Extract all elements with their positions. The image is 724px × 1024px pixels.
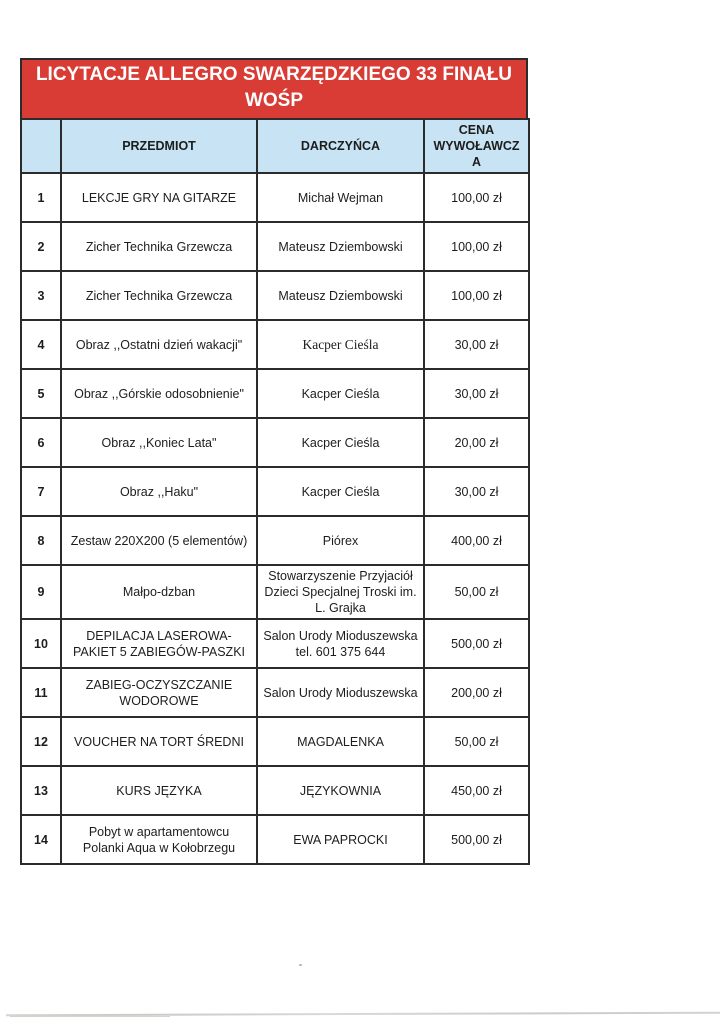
table-row <box>21 369 529 418</box>
table-row <box>21 222 529 271</box>
item-cell: Obraz ,,Koniec Lata" <box>61 418 257 467</box>
item-cell: Małpo-dzban <box>61 565 257 619</box>
price-cell: 20,00 zł <box>424 418 529 467</box>
row-number-cell: 14 <box>21 815 61 864</box>
item-cell: VOUCHER NA TORT ŚREDNI <box>61 717 257 766</box>
col-header-number <box>21 119 61 173</box>
item-cell: Pobyt w apartamentowcu Polanki Aqua w Kołobrzegu <box>61 815 257 864</box>
item-cell: DEPILACJA LASEROWA-PAKIET 5 ZABIEGÓW-PASZKI <box>61 619 257 668</box>
header-row <box>21 119 529 173</box>
scanned-document <box>20 58 528 865</box>
table-row <box>21 766 529 815</box>
price-cell: 50,00 zł <box>424 565 529 619</box>
row-number-cell: 11 <box>21 668 61 717</box>
title-line-1: LICYTACJE ALLEGRO SWARZĘDZKIEGO 33 FINAŁU <box>35 64 513 85</box>
table-row <box>21 418 529 467</box>
item-cell: Zicher Technika Grzewcza <box>61 271 257 320</box>
row-number-cell: 8 <box>21 516 61 565</box>
table-row <box>21 565 529 619</box>
price-cell: 500,00 zł <box>424 619 529 668</box>
row-number-cell: 2 <box>21 222 61 271</box>
price-cell: 50,00 zł <box>424 717 529 766</box>
table-row <box>21 320 529 369</box>
price-cell: 500,00 zł <box>424 815 529 864</box>
price-cell: 100,00 zł <box>424 222 529 271</box>
item-cell: ZABIEG-OCZYSZCZANIE WODOROWE <box>61 668 257 717</box>
price-cell: 30,00 zł <box>424 467 529 516</box>
donor-cell: EWA PAPROCKI <box>257 815 424 864</box>
donor-cell: JĘZYKOWNIA <box>257 766 424 815</box>
donor-cell: Salon Urody Mioduszewska <box>257 668 424 717</box>
title-line-2: WOŚP <box>244 90 304 111</box>
item-cell: LEKCJE GRY NA GITARZE <box>61 173 257 222</box>
row-number-cell: 5 <box>21 369 61 418</box>
row-number-cell: 7 <box>21 467 61 516</box>
title-banner <box>20 58 528 118</box>
auction-table <box>20 118 530 865</box>
price-cell: 200,00 zł <box>424 668 529 717</box>
item-cell: Obraz ,,Haku" <box>61 467 257 516</box>
donor-cell: Mateusz Dziembowski <box>257 271 424 320</box>
item-cell: KURS JĘZYKA <box>61 766 257 815</box>
table-row <box>21 271 529 320</box>
price-cell: 450,00 zł <box>424 766 529 815</box>
row-number-cell: 1 <box>21 173 61 222</box>
table-row <box>21 173 529 222</box>
price-cell: 100,00 zł <box>424 271 529 320</box>
row-number-cell: 3 <box>21 271 61 320</box>
auction-table-body <box>21 173 529 864</box>
donor-cell: Mateusz Dziembowski <box>257 222 424 271</box>
table-row <box>21 717 529 766</box>
scan-speck-artifact <box>299 964 302 966</box>
row-number-cell: 6 <box>21 418 61 467</box>
item-cell: Obraz ,,Ostatni dzień wakacji" <box>61 320 257 369</box>
item-cell: Zicher Technika Grzewcza <box>61 222 257 271</box>
price-cell: 30,00 zł <box>424 369 529 418</box>
donor-cell: Kacper Cieśla <box>257 320 424 369</box>
row-number-cell: 13 <box>21 766 61 815</box>
row-number-cell: 12 <box>21 717 61 766</box>
price-cell: 400,00 zł <box>424 516 529 565</box>
row-number-cell: 10 <box>21 619 61 668</box>
donor-cell: Kacper Cieśla <box>257 418 424 467</box>
col-header-item: PRZEDMIOT <box>61 119 257 173</box>
table-row <box>21 516 529 565</box>
price-cell: 30,00 zł <box>424 320 529 369</box>
donor-cell: MAGDALENKA <box>257 717 424 766</box>
donor-cell: Kacper Cieśla <box>257 369 424 418</box>
table-row <box>21 619 529 668</box>
table-row <box>21 668 529 717</box>
table-row <box>21 467 529 516</box>
donor-cell: Michał Wejman <box>257 173 424 222</box>
donor-cell: Piórex <box>257 516 424 565</box>
item-cell: Zestaw 220X200 (5 elementów) <box>61 516 257 565</box>
col-header-price: CENA WYWOŁAWCZA <box>424 119 529 173</box>
donor-cell: Salon Urody Mioduszewska tel. 601 375 644 <box>257 619 424 668</box>
price-cell: 100,00 zł <box>424 173 529 222</box>
row-number-cell: 9 <box>21 565 61 619</box>
col-header-donor: DARCZYŃCA <box>257 119 424 173</box>
scan-line-artifact-2 <box>10 1016 170 1017</box>
donor-cell: Stowarzyszenie Przyjaciół Dzieci Specjalnej Troski im. L. Grajka <box>257 565 424 619</box>
item-cell: Obraz ,,Górskie odosobnienie" <box>61 369 257 418</box>
table-row <box>21 815 529 864</box>
donor-cell: Kacper Cieśla <box>257 467 424 516</box>
row-number-cell: 4 <box>21 320 61 369</box>
